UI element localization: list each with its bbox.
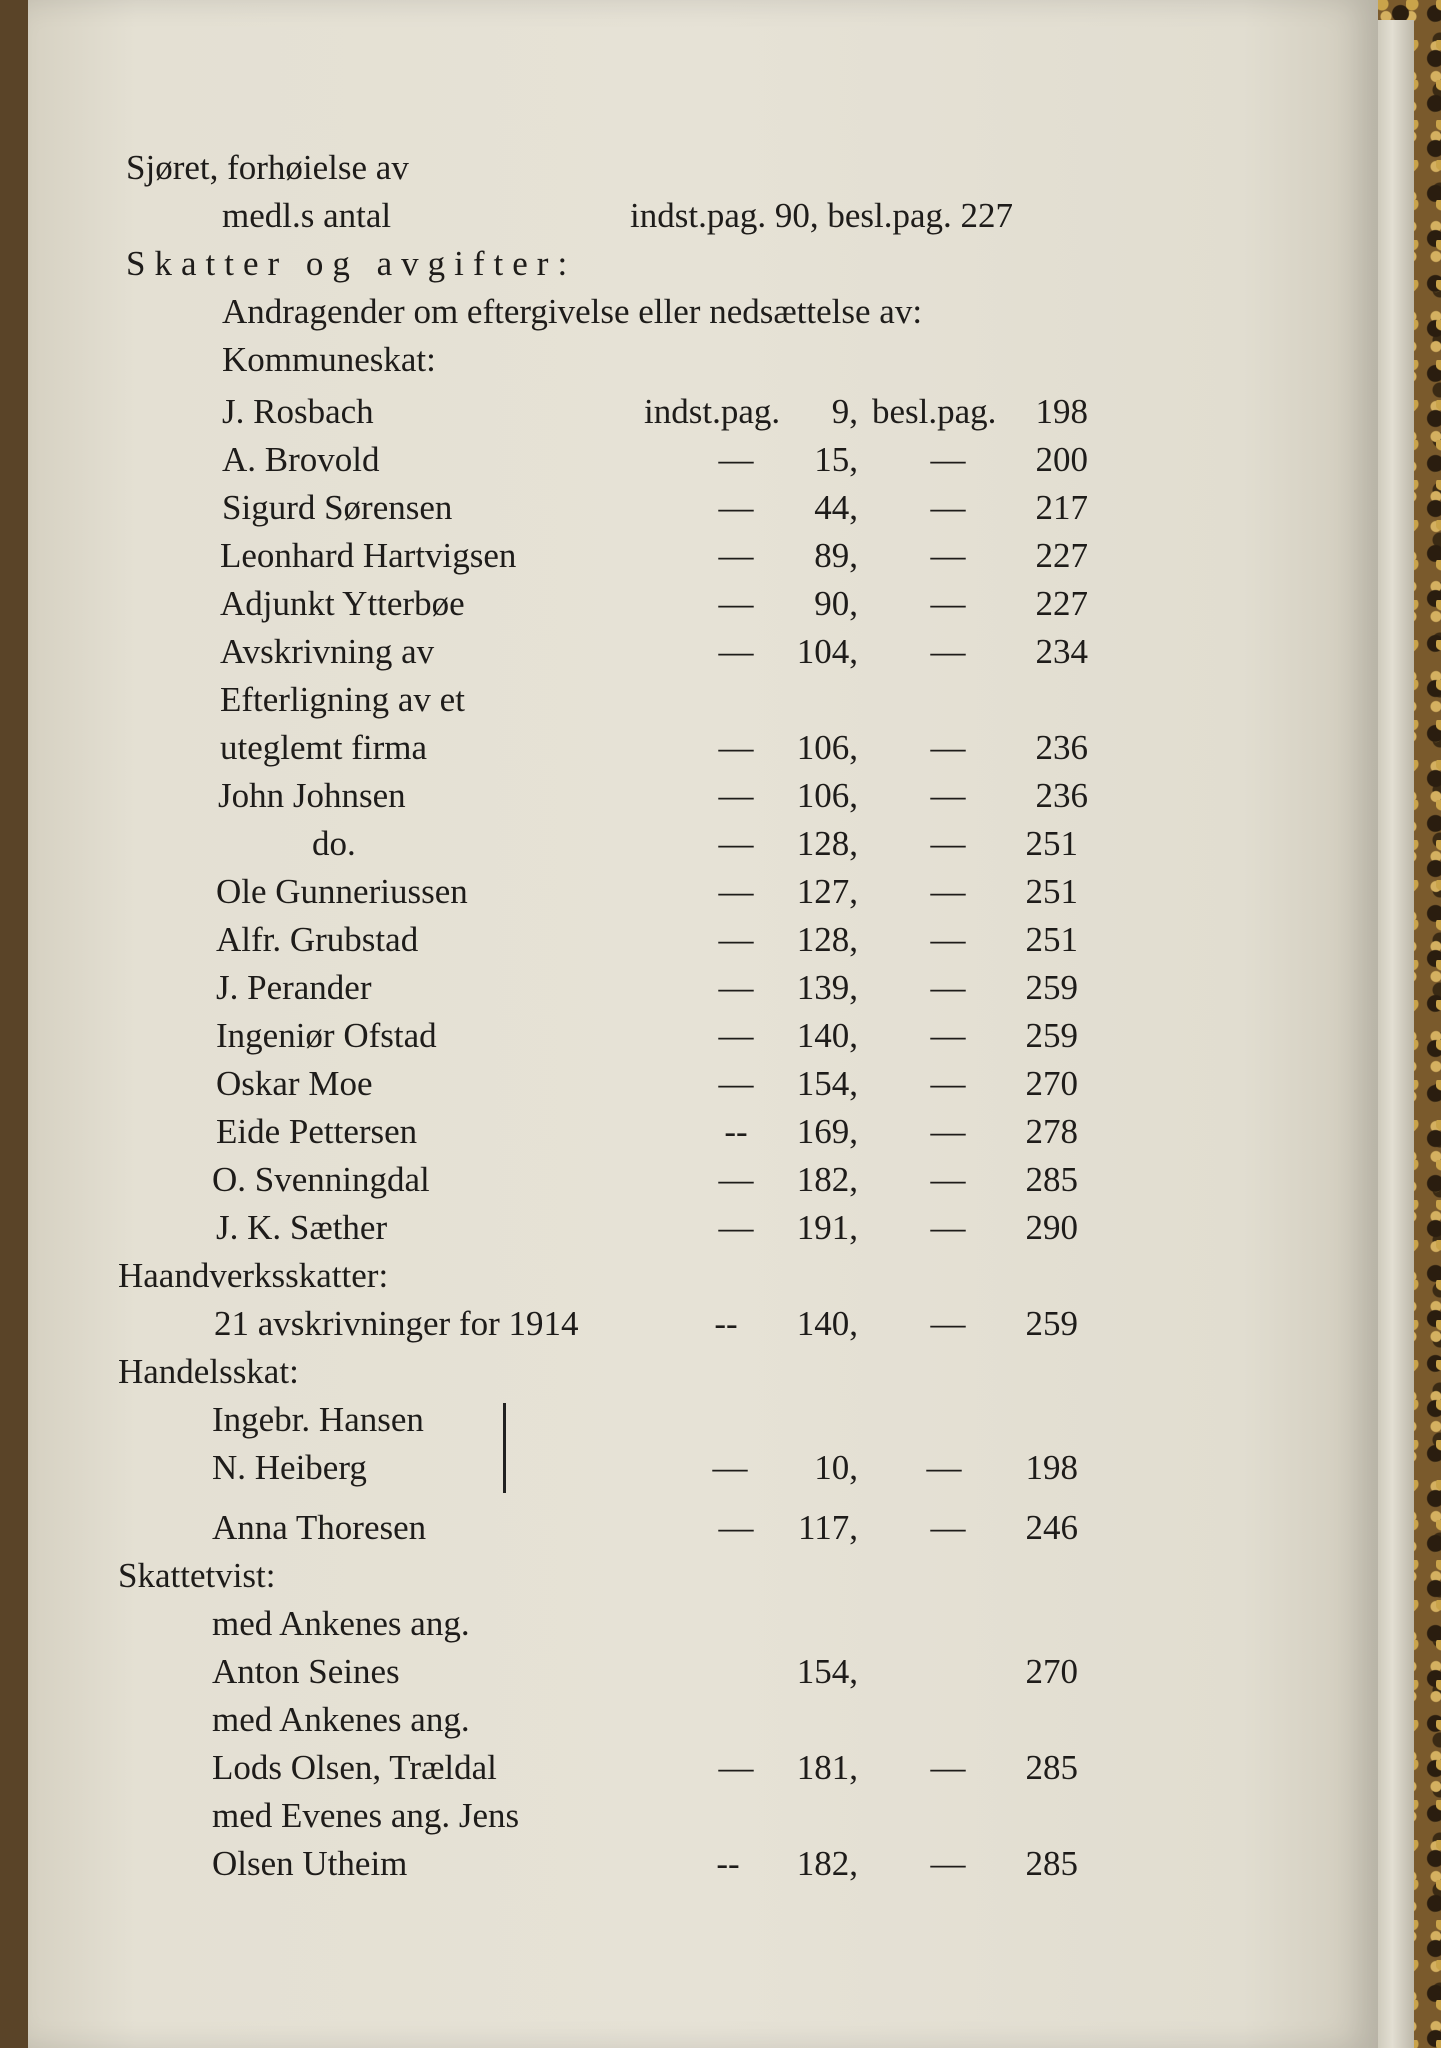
besl-page: 259 [1025,1016,1078,1055]
ditto-dash: — [930,632,966,671]
besl-page: 200 [1035,440,1088,479]
subsection-text: Andragender om eftergivelse eller nedsættelse av: [222,292,923,331]
entry-name: John Johnsen [218,776,406,815]
page-reference: indst.pag. 90, besl.pag. 227 [630,196,1014,235]
indst-page: 181, [796,1748,858,1787]
entry-name: uteglemt firma [220,728,428,767]
entry-name: Adjunkt Ytterbøe [220,584,465,623]
besl-page: 285 [1025,1844,1078,1883]
ditto-dash: — [718,728,754,767]
ditto-dash: -- [716,1844,740,1883]
ditto-dash: — [930,536,966,575]
ditto-dash: — [930,968,966,1007]
indst-page: 140, [796,1016,858,1055]
indst-page: 104, [796,632,858,671]
ditto-dash: — [718,968,754,1007]
indst-page: 169, [796,1112,858,1151]
besl-page: 198 [1025,1448,1078,1487]
besl-page: 278 [1025,1112,1078,1151]
besl-page: 251 [1025,824,1078,863]
ditto-dash: — [930,488,966,527]
subsection-text: Handelsskat: [118,1352,299,1391]
entry-name: Ingebr. Hansen [212,1400,424,1439]
besl-page: 246 [1025,1508,1078,1547]
besl-page: 217 [1035,488,1088,527]
ditto-dash: — [930,1508,966,1547]
indst-page: 139, [796,968,858,1007]
ditto-dash: — [930,440,966,479]
besl-page: 251 [1025,872,1078,911]
indst-page: 15, [814,440,858,479]
besl-page: 290 [1025,1208,1078,1247]
indst-page: 44, [814,488,858,527]
ditto-dash: — [926,1448,962,1487]
entry-name: Alfr. Grubstad [216,920,419,959]
entry-name: Efterligning av et [220,680,465,719]
entry-name: med Evenes ang. Jens [212,1796,520,1835]
entry-name: med Ankenes ang. [212,1604,470,1643]
ditto-dash: — [930,1844,966,1883]
indst-page: 117, [798,1508,858,1547]
entry-name: N. Heiberg [212,1448,367,1487]
ditto-dash: — [930,584,966,623]
indst-prefix: indst.pag. [644,392,781,431]
ditto-dash: — [718,440,754,479]
ditto-dash: — [930,872,966,911]
besl-page: 236 [1035,776,1088,815]
entry-label: Sjøret, forhøielse av [126,148,409,187]
entry-name: Anna Thoresen [212,1508,427,1547]
besl-page: 251 [1025,920,1078,959]
section-heading-text: Skatter og avgifter: [126,244,577,283]
entry-name: Eide Pettersen [216,1112,418,1151]
besl-page: 285 [1025,1748,1078,1787]
ditto-dash: — [718,1748,754,1787]
besl-page: 227 [1035,584,1088,623]
besl-page: 259 [1025,968,1078,1007]
entry-name: Sigurd Sørensen [222,488,453,527]
ditto-dash: — [718,584,754,623]
ditto-dash: — [930,920,966,959]
subsection-haandverksskatter [118,1256,388,1296]
entry-name: Ingeniør Ofstad [216,1016,437,1055]
ditto-dash: — [718,1508,754,1547]
besl-page: 198 [1035,392,1088,431]
ditto-dash: — [718,824,754,863]
ditto-dash: — [930,1112,966,1151]
entry-name: Oskar Moe [216,1064,373,1103]
besl-page: 270 [1025,1064,1078,1103]
besl-page: 270 [1025,1652,1078,1691]
indst-page: 191, [796,1208,858,1247]
ditto-dash: — [718,872,754,911]
ditto-dash: — [718,776,754,815]
ditto-dash: -- [724,1112,748,1151]
besl-page: 285 [1025,1160,1078,1199]
indst-page: 154, [796,1652,858,1691]
ditto-dash: — [718,488,754,527]
entry-name: J. Perander [216,968,372,1007]
ditto-dash: — [930,824,966,863]
besl-page: 227 [1035,536,1088,575]
entry-name: Leonhard Hartvigsen [220,536,517,575]
entry-label: medl.s antal [222,196,392,235]
entry-name: Avskrivning av [220,632,435,671]
indst-page: 154, [796,1064,858,1103]
indst-page: 106, [796,728,858,767]
indst-page: 10, [814,1448,858,1487]
ditto-dash: — [718,1160,754,1199]
entry-name: do. [312,824,356,863]
besl-prefix: besl.pag. [872,392,997,431]
indst-page: 140, [796,1304,858,1343]
entry-name: Olsen Utheim [212,1844,408,1883]
indst-page: 128, [796,824,858,863]
indst-page: 182, [796,1160,858,1199]
ditto-dash: — [930,1748,966,1787]
ditto-dash: — [718,632,754,671]
ditto-dash: — [718,1064,754,1103]
indst-page: 127, [796,872,858,911]
subsection-kommuneskat [222,340,436,380]
ditto-dash: — [930,1208,966,1247]
ditto-dash: — [930,728,966,767]
indst-page: 9, [831,392,858,431]
entry-name: 21 avskrivninger for 1914 [214,1304,579,1343]
indst-page: 128, [796,920,858,959]
grouping-bracket [503,1403,506,1493]
ditto-dash: — [718,536,754,575]
entry-name: med Ankenes ang. [212,1700,470,1739]
subsection-text: Kommuneskat: [222,340,436,379]
entry-name: Lods Olsen, Trældal [212,1748,497,1787]
indst-page: 89, [814,536,858,575]
indst-page: 106, [796,776,858,815]
subsection-text: Skattetvist: [118,1556,276,1595]
indst-page: 90, [814,584,858,623]
entry-name: J. K. Sæther [216,1208,388,1247]
subsection-skattetvist [118,1556,276,1596]
ditto-dash: — [718,1016,754,1055]
entry-name: O. Svenningdal [212,1160,430,1199]
besl-page: 236 [1035,728,1088,767]
ditto-dash: — [930,1304,966,1343]
ditto-dash: — [712,1448,748,1487]
indst-page: 182, [796,1844,858,1883]
besl-page: 234 [1035,632,1088,671]
subsection-handelsskat [118,1352,299,1392]
subsection-andragender [222,292,922,332]
ditto-dash: — [930,1160,966,1199]
section-heading-skatter [126,244,576,284]
entry-name: A. Brovold [222,440,380,479]
entry-name: Anton Seines [212,1652,400,1691]
ditto-dash: — [718,920,754,959]
ditto-dash: — [930,1016,966,1055]
ditto-dash: — [930,1064,966,1103]
subsection-text: Haandverksskatter: [118,1256,389,1295]
ditto-dash: — [718,1208,754,1247]
besl-page: 259 [1025,1304,1078,1343]
ditto-dash: — [930,776,966,815]
entry-sjoret [126,148,409,188]
entry-name: Ole Gunneriussen [216,872,468,911]
entry-name: J. Rosbach [222,392,374,431]
ditto-dash: -- [714,1304,738,1343]
